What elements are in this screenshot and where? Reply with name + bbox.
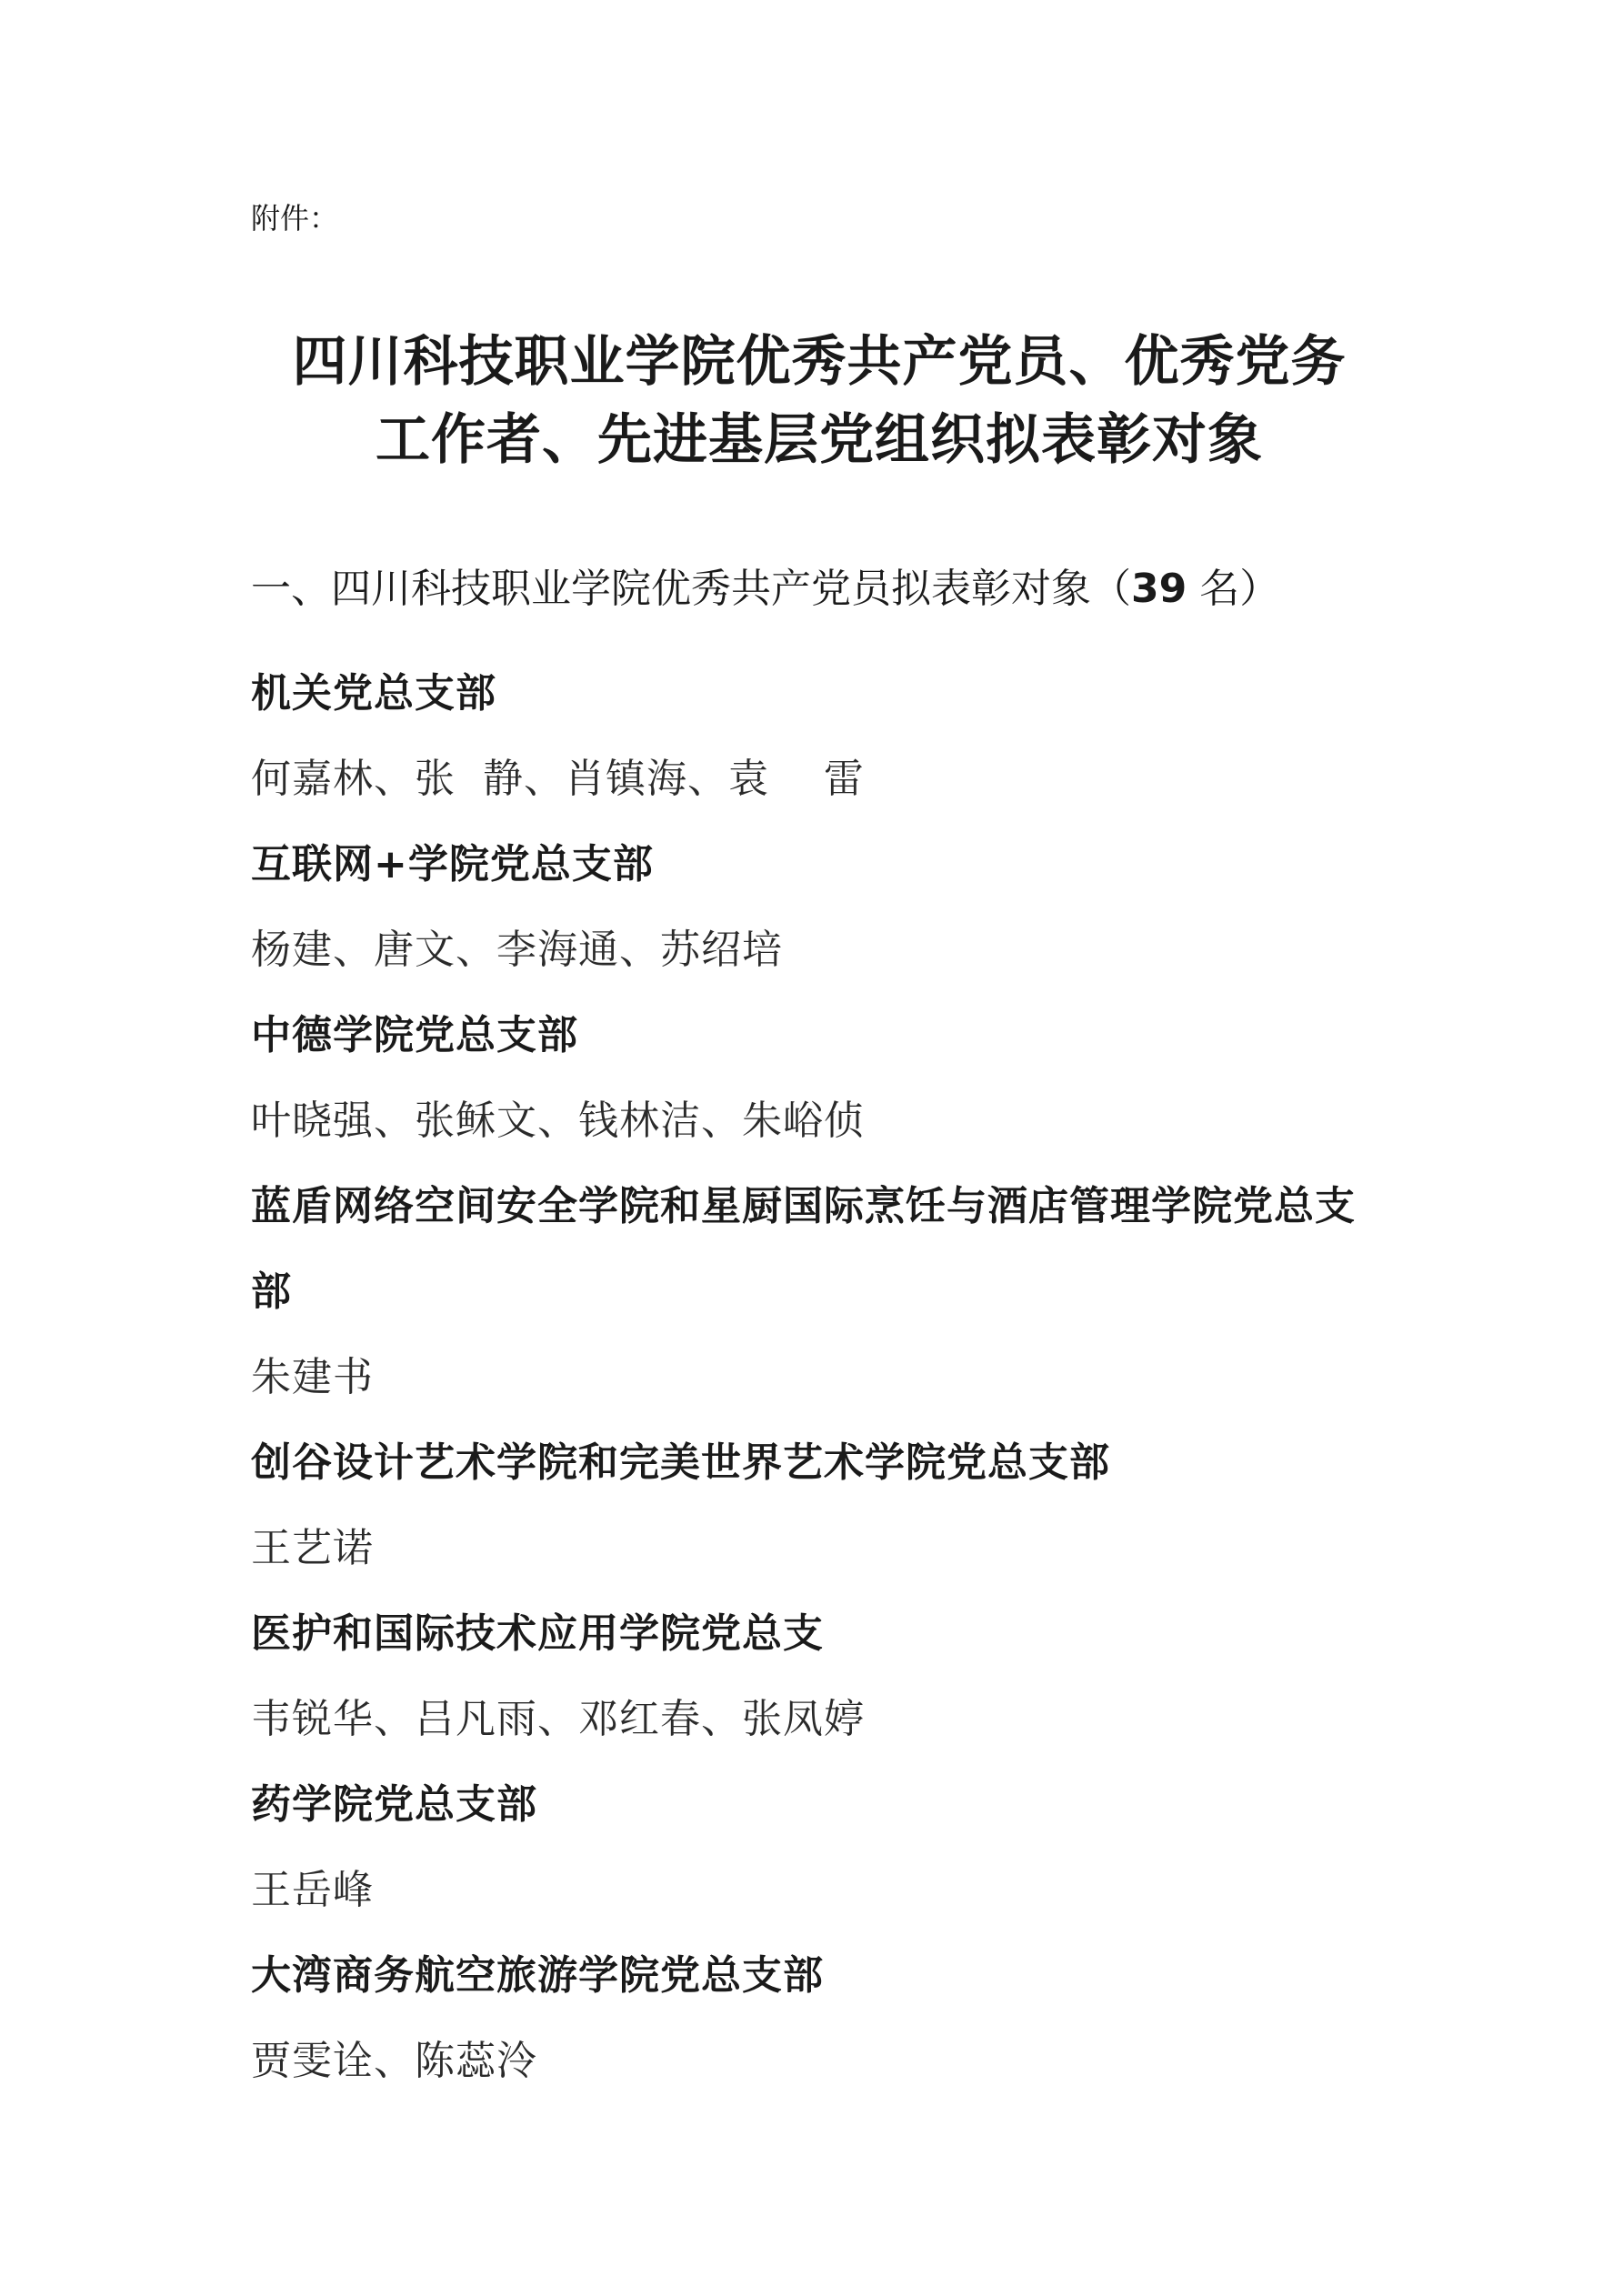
section-heading: [251, 564, 1388, 615]
group-name: 创谷设计艺术学院和完美世界艺术学院党总支部: [251, 1439, 1110, 1486]
title-line-2: 工作者、先进基层党组织拟表彰对象: [376, 408, 1263, 472]
group-members: 叶晓强、张稣文、钱林洁、朱峪侦: [251, 1098, 865, 1144]
group-members: 杨建、唐文、李海通、苏绍培: [251, 927, 783, 973]
group-list: [251, 651, 1388, 2104]
group-name: 大湾商务航空旅游学院党总支部: [251, 1952, 824, 1999]
group-name: 机关党总支部: [251, 670, 496, 717]
group-name: 医护和国际技术应用学院党总支: [251, 1610, 824, 1657]
section-heading-prefix: 一、四川科技职业学院优秀共产党员拟表彰对象（: [251, 566, 1131, 612]
document-title: [251, 323, 1388, 479]
group-members: 朱建书: [251, 1354, 374, 1400]
section-heading-count: 39: [1131, 566, 1187, 612]
title-line-1: 四川科技职业学院优秀共产党员、优秀党务: [292, 330, 1347, 394]
attachment-label: 附件：: [251, 201, 339, 236]
group-name: 中德学院党总支部: [251, 1012, 578, 1058]
section-heading-suffix: 名）: [1187, 566, 1280, 612]
group-members: 韦锐华、吕凡雨、邓红春、张凤婷: [251, 1696, 865, 1742]
group-members: 贾雯诠、陈蕊泠: [251, 2038, 537, 2084]
group-name: 互联网+学院党总支部: [251, 841, 654, 887]
group-members: 王艺诺: [251, 1525, 374, 1571]
group-name: 蓝盾网络空间安全学院和星厨国际烹饪与酒店管理学院党总支部: [251, 1183, 1356, 1315]
group-name: 药学院党总支部: [251, 1781, 537, 1828]
group-members: 何嘉林、张 静、肖镇海、袁 雷: [251, 756, 865, 802]
group-members: 王岳峰: [251, 1867, 374, 1913]
